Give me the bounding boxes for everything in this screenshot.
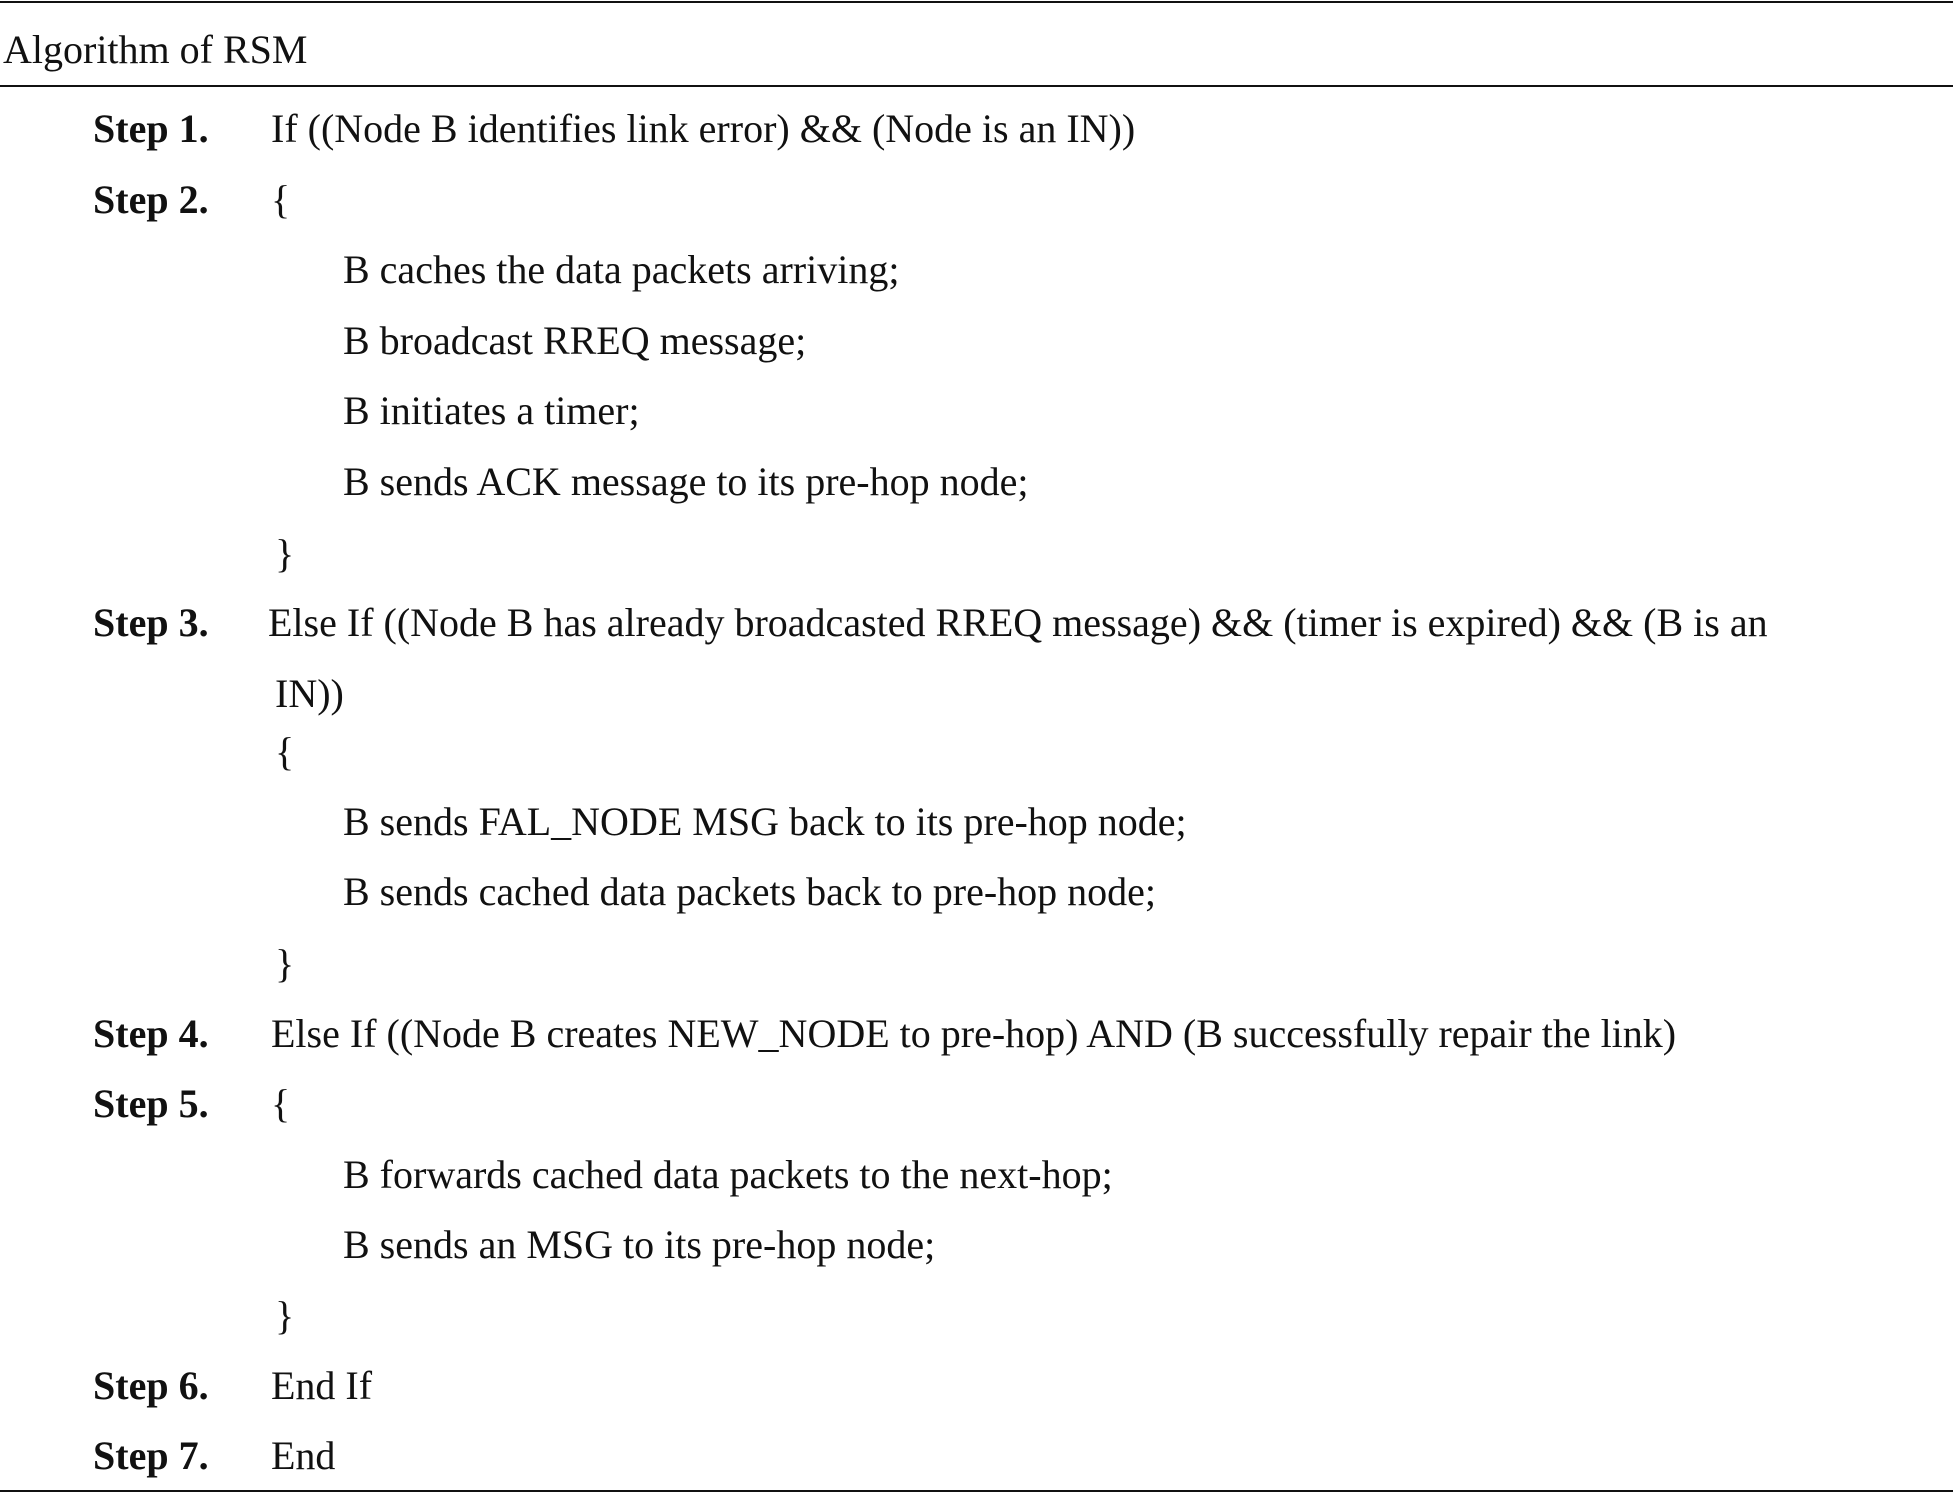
line-text: } bbox=[275, 941, 295, 986]
line-text: { bbox=[271, 1081, 291, 1126]
table-bottom-rule bbox=[0, 1490, 1953, 1492]
line-text: B sends FAL_NODE MSG back to its pre-hop node; bbox=[343, 799, 1187, 844]
algorithm-title: Algorithm of RSM bbox=[3, 27, 308, 72]
line-text: B sends cached data packets back to pre-hop node; bbox=[343, 869, 1157, 914]
line-text: Else If ((Node B creates NEW_NODE to pre-hop) AND (B successfully repair the link) bbox=[271, 1011, 1677, 1056]
line-text: If ((Node B identifies link error) && (Node is an IN)) bbox=[271, 106, 1136, 151]
table-top-rule bbox=[0, 1, 1953, 3]
line-text: { bbox=[271, 177, 291, 222]
line-text: B caches the data packets arriving; bbox=[343, 247, 900, 292]
header-rule bbox=[0, 85, 1953, 87]
line-text: { bbox=[275, 729, 295, 774]
step-label: Step 7. bbox=[93, 1433, 209, 1478]
step-label: Step 2. bbox=[93, 177, 209, 222]
step-label: Step 4. bbox=[93, 1011, 209, 1056]
line-text: } bbox=[275, 1293, 295, 1338]
line-text: B broadcast RREQ message; bbox=[343, 318, 807, 363]
line-text: } bbox=[275, 531, 295, 576]
step-label: Step 6. bbox=[93, 1363, 209, 1408]
step-label: Step 3. bbox=[93, 600, 209, 645]
line-text: B forwards cached data packets to the next-hop; bbox=[343, 1152, 1113, 1197]
line-text: B initiates a timer; bbox=[343, 388, 640, 433]
line-text: End bbox=[271, 1433, 336, 1478]
line-text: B sends an MSG to its pre-hop node; bbox=[343, 1222, 936, 1267]
line-text: End If bbox=[271, 1363, 373, 1408]
line-text: IN)) bbox=[275, 671, 344, 716]
step-label: Step 1. bbox=[93, 106, 209, 151]
line-text: B sends ACK message to its pre-hop node; bbox=[343, 459, 1029, 504]
line-text: Else If ((Node B has already broadcasted RREQ message) && (timer is expired) && (B is an bbox=[268, 600, 1768, 645]
step-label: Step 5. bbox=[93, 1081, 209, 1126]
